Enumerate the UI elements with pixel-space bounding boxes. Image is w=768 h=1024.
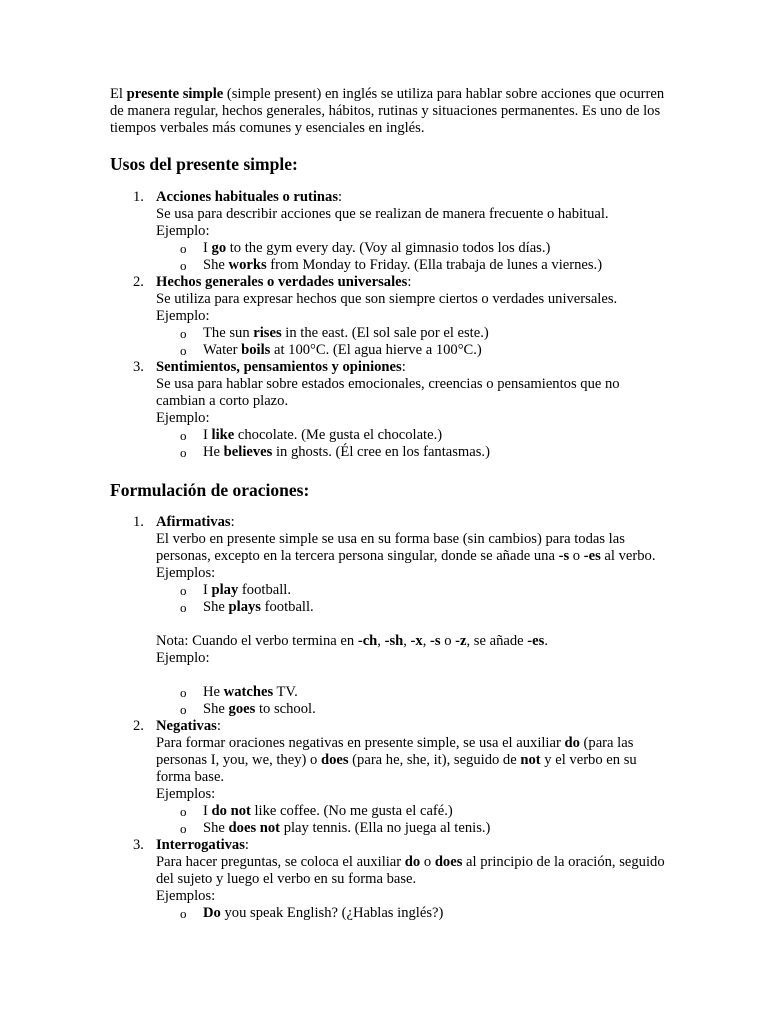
bullet-icon: o <box>180 685 187 700</box>
list-item <box>156 444 670 461</box>
example-text: chocolate. (Me gusta el chocolate.) <box>234 427 443 443</box>
description-text: al principio de la oración, seguido del sujeto y luego el verbo en su forma base. <box>156 854 665 887</box>
list-item <box>156 820 670 837</box>
example-list <box>156 240 670 274</box>
example-verb: plays <box>228 599 261 615</box>
list-number: 1. <box>133 514 144 530</box>
description-text: (para las personas I, you, we, they) o <box>156 735 634 768</box>
list-item <box>156 599 670 616</box>
intro-text: (simple present) en inglés se utiliza para hablar sobre acciones que ocurren de manera regular, hechos generales, hábitos, rutinas y situaciones permanentes. Es uno de los tiempos verbales más comunes y esenciales en inglés. <box>110 86 665 136</box>
example-verb: do not <box>211 803 251 819</box>
example-label: Ejemplo: <box>156 410 210 426</box>
bullet-icon: o <box>180 600 187 615</box>
bullet-icon: o <box>180 583 187 598</box>
colon: : <box>244 837 249 853</box>
example-text: I <box>203 427 212 443</box>
description-text: (para he, she, it), seguido de <box>348 752 521 768</box>
item-title: Negativas <box>156 718 217 734</box>
item-description: Se utiliza para expresar hechos que son siempre ciertos o verdades universales. <box>156 291 618 307</box>
formulacion-item-afirmativas <box>110 514 670 718</box>
example-text: at 100°C. (El agua hierve a 100°C.) <box>270 342 482 358</box>
example-text: football. <box>238 582 291 598</box>
description-text: al verbo. <box>600 548 656 564</box>
note-text: o <box>440 633 456 649</box>
colon: : <box>216 718 221 734</box>
section-heading-usos: Usos del presente simple: <box>110 154 298 174</box>
example-verb: boils <box>241 342 271 358</box>
description-bold: does <box>434 854 463 870</box>
usos-item-3 <box>110 359 670 461</box>
item-description <box>156 735 670 786</box>
item-title: Acciones habituales o rutinas <box>156 189 339 205</box>
description-bold: do <box>564 735 580 751</box>
example-text: I <box>203 582 212 598</box>
example-list <box>156 803 670 837</box>
note-text: , se añade <box>466 633 528 649</box>
example-verb: goes <box>228 701 256 717</box>
note-text: . <box>544 633 548 649</box>
description-bold: -s <box>558 548 570 564</box>
list-item <box>156 905 670 922</box>
description-text: Para formar oraciones negativas en presente simple, se usa el auxiliar <box>156 735 565 751</box>
example-verb: like <box>211 427 235 443</box>
example-verb: does not <box>228 820 281 836</box>
list-number: 3. <box>133 359 144 375</box>
item-title: Interrogativas <box>156 837 245 853</box>
example-text: He <box>203 444 224 460</box>
spacer <box>156 667 670 684</box>
item-description: Se usa para hablar sobre estados emocionales, creencias o pensamientos que no cambian a corto plazo. <box>156 376 620 409</box>
list-number: 2. <box>133 274 144 290</box>
example-list <box>156 905 670 922</box>
note-bold: -ch <box>357 633 378 649</box>
example-text: football. <box>261 599 314 615</box>
colon: : <box>338 189 343 205</box>
description-text: El verbo en presente simple se usa en su forma base (sin cambios) para todas las personas, excepto en la tercera persona singular, donde se añade una <box>156 531 625 564</box>
description-text: o <box>569 548 584 564</box>
example-verb: play <box>211 582 239 598</box>
usos-item-2 <box>110 274 670 359</box>
item-title: Sentimientos, pensamientos y opiniones <box>156 359 402 375</box>
list-number: 3. <box>133 837 144 853</box>
list-item <box>156 257 670 274</box>
colon: : <box>401 359 406 375</box>
item-description <box>156 531 670 565</box>
example-list <box>156 684 670 718</box>
description-bold: do <box>404 854 421 870</box>
item-title: Hechos generales o verdades universales <box>156 274 408 290</box>
note-paragraph <box>156 633 670 650</box>
formulacion-item-negativas <box>110 718 670 837</box>
description-bold: not <box>520 752 541 768</box>
example-text: in ghosts. (Él cree en los fantasmas.) <box>272 444 490 460</box>
example-text: I <box>203 803 212 819</box>
bullet-icon: o <box>180 804 187 819</box>
note-bold: -es <box>527 633 545 649</box>
example-text: to the gym every day. (Voy al gimnasio todos los días.) <box>226 240 551 256</box>
example-verb: Do <box>203 905 221 921</box>
description-bold: does <box>320 752 349 768</box>
description-text: y el verbo en su forma base. <box>156 752 637 785</box>
intro-paragraph <box>110 86 670 137</box>
colon: : <box>407 274 412 290</box>
bullet-icon: o <box>180 821 187 836</box>
example-label: Ejemplo: <box>156 223 210 239</box>
list-item <box>156 240 670 257</box>
formulacion-item-interrogativas <box>110 837 670 922</box>
bullet-icon: o <box>180 906 187 921</box>
example-verb: watches <box>223 684 274 700</box>
bullet-icon: o <box>180 326 187 341</box>
item-title: Afirmativas <box>156 514 231 530</box>
list-number: 1. <box>133 189 144 205</box>
item-description <box>156 854 670 888</box>
intro-bold-term: presente simple <box>126 86 224 102</box>
list-item <box>156 325 670 342</box>
note-bold: -z <box>455 633 467 649</box>
example-verb: rises <box>253 325 282 341</box>
example-text: to school. <box>255 701 316 717</box>
example-list <box>156 427 670 461</box>
note-text: , <box>377 633 385 649</box>
note-bold: -s <box>430 633 441 649</box>
example-label: Ejemplo: <box>156 308 210 324</box>
usos-list <box>110 189 670 461</box>
bullet-icon: o <box>180 445 187 460</box>
item-description: Se usa para describir acciones que se realizan de manera frecuente o habitual. <box>156 206 609 222</box>
list-number: 2. <box>133 718 144 734</box>
example-text: play tennis. (Ella no juega al tenis.) <box>280 820 491 836</box>
example-label: Ejemplos: <box>156 786 216 802</box>
list-item <box>156 701 670 718</box>
bullet-icon: o <box>180 428 187 443</box>
example-text: like coffee. (No me gusta el café.) <box>250 803 453 819</box>
section-heading-formulacion: Formulación de oraciones: <box>110 480 310 500</box>
note-bold: -sh <box>384 633 404 649</box>
example-list <box>156 582 670 616</box>
note-text: , <box>422 633 431 649</box>
example-text: He <box>203 684 224 700</box>
example-text: She <box>203 701 229 717</box>
intro-text: El <box>110 86 127 102</box>
example-text: The sun <box>203 325 254 341</box>
example-text: She <box>203 820 229 836</box>
note-bold: -x <box>410 633 423 649</box>
list-item <box>156 582 670 599</box>
example-text: She <box>203 599 229 615</box>
description-text: Para hacer preguntas, se coloca el auxiliar <box>156 854 405 870</box>
bullet-icon: o <box>180 258 187 273</box>
usos-item-1 <box>110 189 670 274</box>
example-verb: go <box>211 240 227 256</box>
note-text: Nota: Cuando el verbo termina en <box>156 633 358 649</box>
colon: : <box>230 514 235 530</box>
example-verb: believes <box>223 444 273 460</box>
example-verb: works <box>228 257 267 273</box>
example-text: She <box>203 257 229 273</box>
list-item <box>156 342 670 359</box>
example-text: you speak English? (¿Hablas inglés?) <box>220 905 444 921</box>
example-list <box>156 325 670 359</box>
description-text: o <box>420 854 435 870</box>
example-label: Ejemplos: <box>156 888 216 904</box>
example-text: in the east. (El sol sale por el este.) <box>281 325 489 341</box>
note-text: , <box>403 633 411 649</box>
example-text: Water <box>203 342 242 358</box>
description-bold: -es <box>583 548 601 564</box>
bullet-icon: o <box>180 702 187 717</box>
list-item <box>156 427 670 444</box>
example-text: from Monday to Friday. (Ella trabaja de lunes a viernes.) <box>266 257 603 273</box>
example-text: TV. <box>273 684 298 700</box>
bullet-icon: o <box>180 343 187 358</box>
formulacion-list <box>110 514 670 922</box>
example-text: I <box>203 240 212 256</box>
spacer <box>156 616 670 633</box>
example-label: Ejemplo: <box>156 650 210 666</box>
bullet-icon: o <box>180 241 187 256</box>
list-item <box>156 803 670 820</box>
list-item <box>156 684 670 701</box>
example-label: Ejemplos: <box>156 565 216 581</box>
